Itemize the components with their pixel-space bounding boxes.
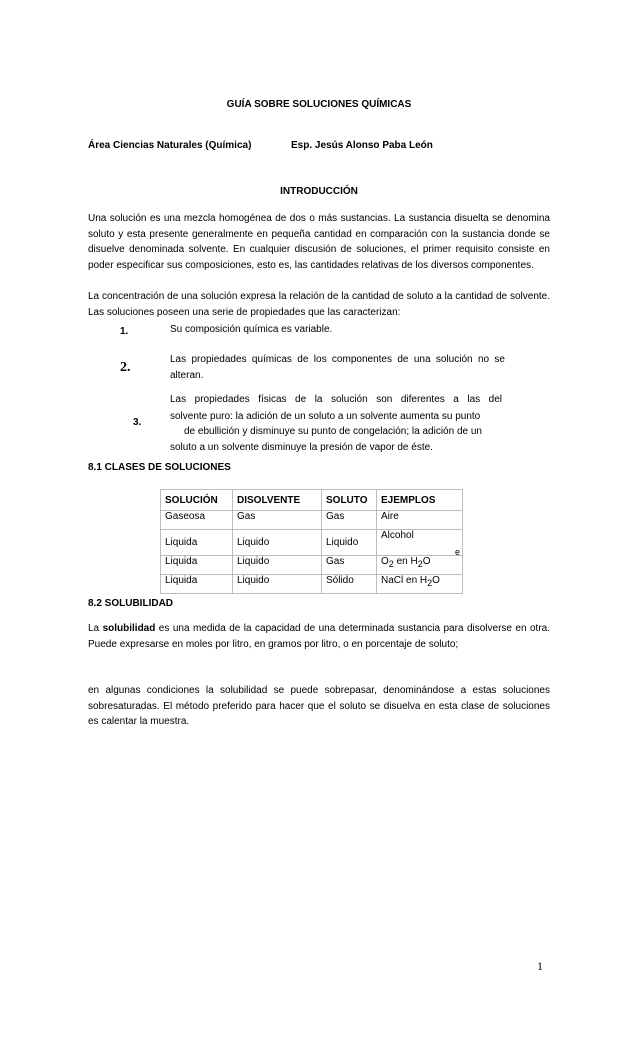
table-cell: Aire (377, 511, 463, 530)
table-cell: Liquida (161, 530, 233, 556)
section-heading-8-1: 8.1 CLASES DE SOLUCIONES (88, 462, 231, 473)
formula-subscript: 2 (388, 559, 394, 569)
property-number-2: 2. (120, 360, 131, 375)
author-label: Esp. Jesús Alonso Paba León (291, 140, 433, 151)
table-cell: Liquida (161, 556, 233, 575)
table-cell: Gaseosa (161, 511, 233, 530)
table-cell: Gas (322, 511, 377, 530)
table-header-row (161, 490, 463, 511)
document-title: GUÍA SOBRE SOLUCIONES QUÍMICAS (226, 99, 412, 110)
table-cell: Liquido (233, 530, 322, 556)
formula-part: en H (393, 556, 418, 567)
property-number-3: 3. (133, 417, 142, 428)
text-span: es una medida de la capacidad de una determinada sustancia para disolverse en otra. Puede expresarse en moles por litro, en gramos por litro, o en porcentaje de soluto; (88, 623, 551, 650)
formula-subscript: 2 (417, 559, 423, 569)
formula-part: O (422, 556, 431, 567)
table-cell-text: Alcohol (381, 530, 414, 541)
property-3-line-1: Las propiedades físicas de la solución son diferentes a las del (170, 394, 502, 405)
table-cell: Liquido (233, 556, 322, 575)
table-row (161, 511, 463, 530)
formula-part: NaCl en H (381, 575, 428, 586)
intro-paragraph-1: Una solución es una mezcla homogénea de dos o más sustancias. La sustancia disuelta se denomina soluto y esta presente generalmente en pequeña cantidad en comparación con la sustancia donde se disuelve denominada solvente. En cualquier discusión de soluciones, el primer requisito consiste en poder especificar sus composiciones, esto es, las cantidades relativas de los diversos componentes. (88, 213, 550, 271)
table-cell-nacl-en-h2o (377, 575, 463, 594)
stray-letter: e (454, 547, 460, 557)
text-span: La (88, 623, 103, 634)
formula-part: O (432, 575, 440, 586)
property-number-1: 1. (120, 326, 129, 337)
property-text-2: Las propiedades químicas de los componentes de una solución no se alteran. (170, 354, 505, 381)
property-3-line-2: solvente puro: la adición de un soluto a un solvente aumenta su punto (170, 411, 481, 422)
table-row (161, 530, 463, 556)
bold-term: solubilidad (102, 623, 156, 634)
table-cell: Sólido (322, 575, 377, 594)
table-cell: Gas (322, 556, 377, 575)
formula-part: O (381, 556, 389, 567)
formula-subscript: 2 (427, 578, 433, 588)
property-3-line-3: de ebullición y disminuye su punto de congelación; la adición de un (184, 426, 482, 437)
area-label: Área Ciencias Naturales (Química) (88, 140, 252, 151)
solubility-paragraph-1 (88, 621, 550, 652)
table-cell: Liquida (161, 575, 233, 594)
table-cell-o2-en-h2o (377, 556, 463, 575)
table-header: SOLUTO (322, 490, 377, 511)
property-3-line-4: soluto a un solvente disminuye la presión de vapor de éste. (170, 442, 433, 453)
table-row (161, 556, 463, 575)
intro-paragraph-2: La concentración de una solución expresa la relación de la cantidad de soluto a la cantidad de solvente. Las soluciones poseen una serie de propiedades que las caracterizan: (88, 291, 550, 318)
table-header: EJEMPLOS (377, 490, 463, 511)
solubility-paragraph-2: en algunas condiciones la solubilidad se puede sobrepasar, denominándose a estas soluciones sobresaturadas. El método preferido para hacer que el soluto se disuelva en esta clase de soluciones es calentar la muestra. (88, 685, 550, 727)
table-cell: Liquido (322, 530, 377, 556)
table-header: SOLUCIÓN (161, 490, 233, 511)
table-cell (377, 530, 463, 556)
section-heading-8-2: 8.2 SOLUBILIDAD (88, 598, 174, 609)
table-cell: Liquido (233, 575, 322, 594)
table-header: DISOLVENTE (233, 490, 322, 511)
solutions-table (160, 489, 463, 594)
property-text-1: Su composición química es variable. (170, 324, 333, 335)
table-cell: Gas (233, 511, 322, 530)
section-heading-introduccion: INTRODUCCIÓN (280, 186, 358, 197)
page-number: 1 (537, 959, 543, 973)
table-row (161, 575, 463, 594)
